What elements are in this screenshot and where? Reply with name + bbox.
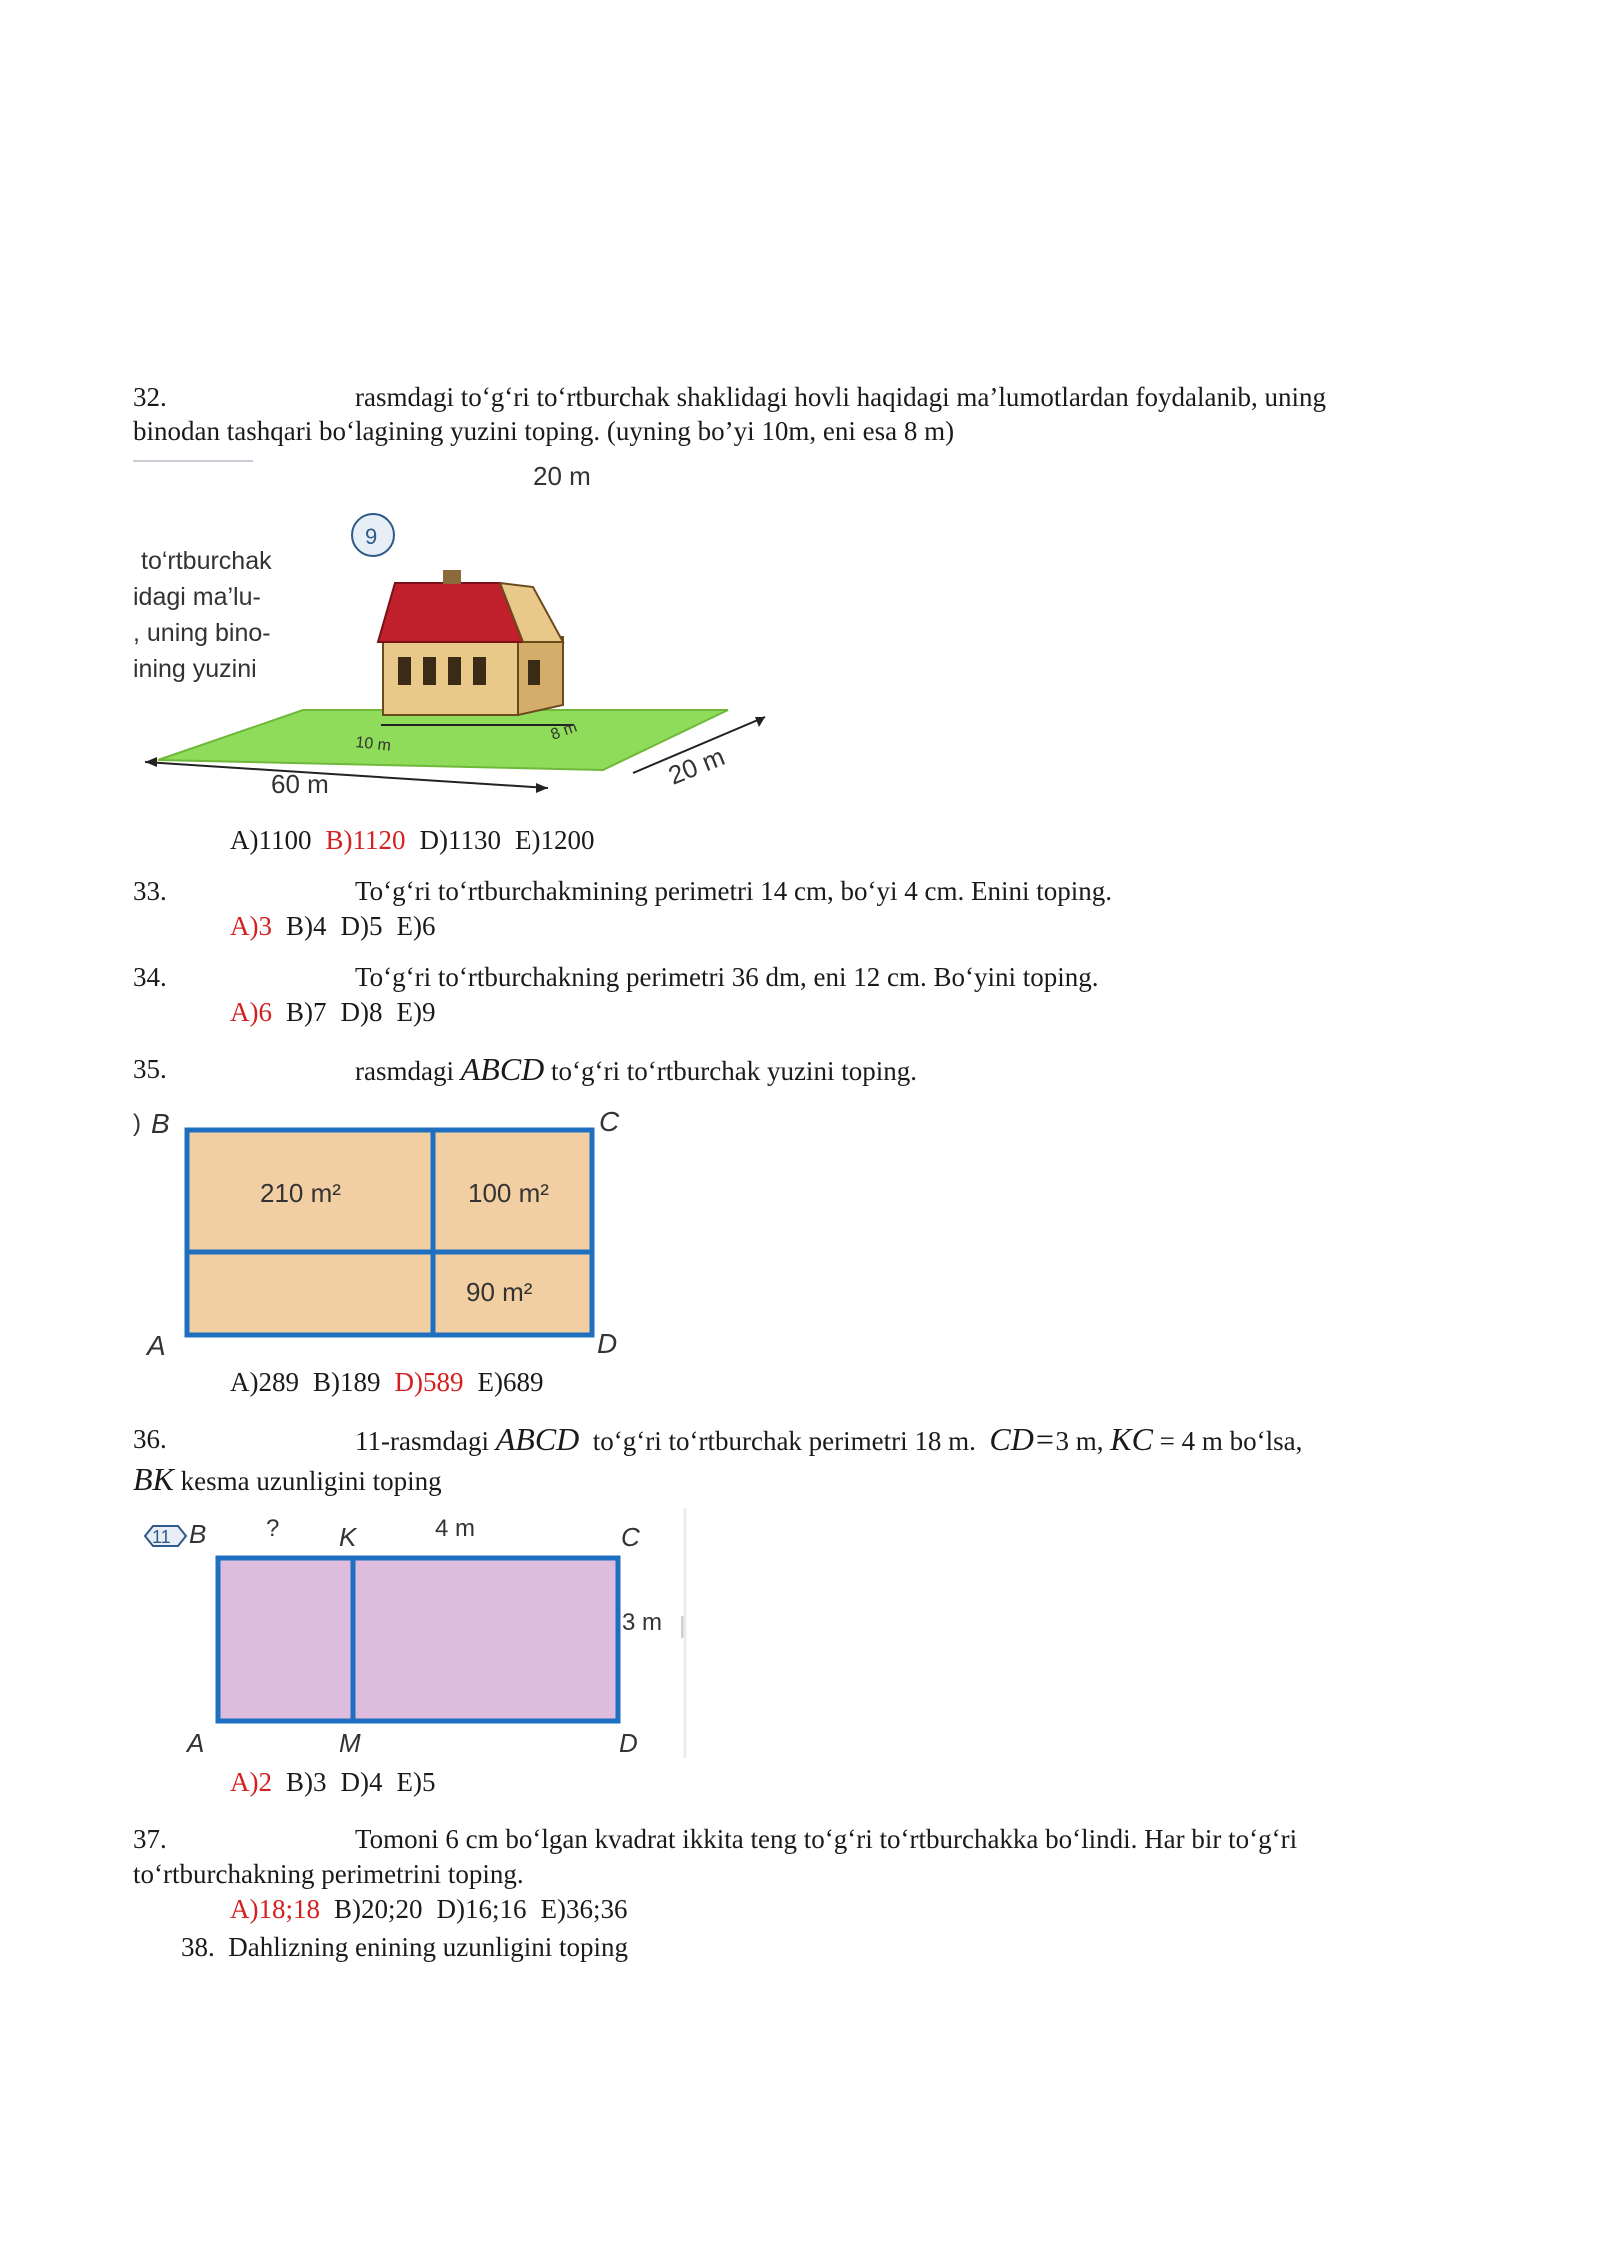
cd-length-label: 3 m bbox=[622, 1609, 663, 1636]
question-32-text-line2: binodan tashqari bo‘lagining yuzini toping. (uyning bo’yi 10m, eni esa 8 m) bbox=[133, 416, 955, 446]
option-e[interactable]: E)36;36 bbox=[540, 1894, 628, 1924]
figure-badge-number: 9 bbox=[365, 524, 378, 549]
question-37-options bbox=[230, 1892, 642, 1926]
question-34-text: To‘g‘ri to‘rtburchakning perimetri 36 dm, eni 12 cm. Bo‘yini toping. bbox=[355, 962, 1099, 992]
question-34-options bbox=[230, 995, 449, 1029]
area-100-label: 100 m² bbox=[468, 1178, 549, 1208]
abcd-area-figure bbox=[133, 1095, 653, 1365]
question-33-number: 33. bbox=[133, 876, 167, 906]
vertex-a-label: A bbox=[147, 1330, 166, 1361]
question-37-number: 37. bbox=[133, 1824, 167, 1854]
option-a[interactable]: A)1100 bbox=[230, 825, 312, 855]
question-38-text: Dahlizning enining uzunligini toping bbox=[228, 1932, 628, 1962]
vertex-b-label: B bbox=[189, 1519, 207, 1549]
house-length-label: 10 m bbox=[354, 734, 392, 755]
question-35-options bbox=[230, 1365, 557, 1399]
option-a-correct[interactable]: A)6 bbox=[230, 997, 272, 1027]
question-32-options bbox=[230, 823, 608, 857]
yard-length-label: 60 m bbox=[271, 769, 329, 799]
kc-length-label: 4 m bbox=[435, 1515, 476, 1542]
question-33-text: To‘g‘ri to‘rtburchakmining perimetri 14 cm, bo‘yi 4 cm. Enini toping. bbox=[355, 876, 1112, 906]
option-b[interactable]: B)20;20 bbox=[334, 1894, 423, 1924]
question-36-text-line1: 11-rasmdagi ABCD to‘g‘ri to‘rtburchak perimetri 18 m. CD=3 m, KC = 4 m bo‘lsa, bbox=[355, 1421, 1303, 1457]
house-width-label: 8 m bbox=[548, 718, 580, 744]
area-90-label: 90 m² bbox=[466, 1277, 533, 1307]
yard-icon bbox=[158, 710, 728, 770]
option-e[interactable]: E)689 bbox=[477, 1367, 544, 1397]
option-b[interactable]: B)7 bbox=[286, 997, 327, 1027]
top-dimension-label: 20 m bbox=[533, 461, 591, 491]
side-text-4: ining yuzini bbox=[133, 655, 257, 683]
question-32-text-line1: rasmdagi to‘g‘ri to‘rtburchak shaklidagi hovli haqidagi ma’lumotlardan foydalanib, uning bbox=[355, 382, 1326, 412]
var-abcd: ABCD bbox=[460, 1051, 545, 1087]
question-32-number: 32. bbox=[133, 382, 167, 412]
question-38 bbox=[181, 1930, 628, 1964]
yard-width-label: 20 m bbox=[664, 741, 729, 791]
question-36-number: 36. bbox=[133, 1424, 167, 1454]
option-b[interactable]: B)189 bbox=[313, 1367, 381, 1397]
vertex-d-label: D bbox=[597, 1328, 618, 1359]
vertex-a-label: A bbox=[187, 1728, 205, 1758]
option-e[interactable]: E)6 bbox=[396, 911, 436, 941]
option-d[interactable]: D)8 bbox=[340, 997, 383, 1027]
question-38-number: 38. bbox=[181, 1932, 215, 1962]
unknown-bk-label: ? bbox=[266, 1515, 280, 1542]
abcd-km-figure bbox=[133, 1508, 713, 1768]
figure-badge: ) bbox=[133, 1110, 141, 1137]
vertex-c-label: C bbox=[599, 1106, 620, 1137]
question-33-options bbox=[230, 909, 449, 943]
question-34-number: 34. bbox=[133, 962, 167, 992]
house-yard-figure bbox=[133, 455, 793, 805]
outer-rectangle bbox=[218, 1558, 618, 1721]
option-d[interactable]: D)5 bbox=[340, 911, 383, 941]
question-35-number: 35. bbox=[133, 1054, 167, 1084]
vertex-d-label: D bbox=[619, 1728, 638, 1758]
question-37-text-line2: to‘rtburchakning perimetrini toping. bbox=[133, 1859, 524, 1889]
vertex-c-label: C bbox=[621, 1522, 640, 1552]
option-e[interactable]: E)1200 bbox=[515, 825, 595, 855]
option-b-correct[interactable]: B)1120 bbox=[325, 825, 406, 855]
question-36-options bbox=[230, 1765, 449, 1799]
point-m-label: M bbox=[339, 1728, 361, 1758]
option-a-correct[interactable]: A)3 bbox=[230, 911, 272, 941]
roof-icon bbox=[378, 583, 523, 642]
side-text-1: to‘rtburchak bbox=[141, 547, 272, 575]
option-d[interactable]: D)4 bbox=[340, 1767, 383, 1797]
option-a[interactable]: A)289 bbox=[230, 1367, 299, 1397]
area-210-label: 210 m² bbox=[260, 1178, 341, 1208]
option-b[interactable]: B)4 bbox=[286, 911, 327, 941]
option-d[interactable]: D)16;16 bbox=[436, 1894, 527, 1924]
vertex-b-label: B bbox=[151, 1108, 170, 1139]
option-e[interactable]: E)5 bbox=[396, 1767, 436, 1797]
question-36-text-line2: BK kesma uzunligini toping bbox=[133, 1461, 442, 1497]
side-text-2: idagi ma’lu- bbox=[133, 583, 261, 611]
figure-badge-number: 11 bbox=[152, 1527, 171, 1547]
side-text-3: , uning bino- bbox=[133, 619, 271, 647]
question-35-text: rasmdagi ABCD to‘g‘ri to‘rtburchak yuzini toping. bbox=[355, 1051, 917, 1087]
option-d-correct[interactable]: D)589 bbox=[394, 1367, 464, 1397]
option-a-correct[interactable]: A)2 bbox=[230, 1767, 272, 1797]
option-d[interactable]: D)1130 bbox=[419, 825, 501, 855]
option-e[interactable]: E)9 bbox=[396, 997, 436, 1027]
point-k-label: K bbox=[339, 1522, 357, 1552]
question-37-text-line1: Tomoni 6 cm bo‘lgan kvadrat ikkita teng to‘g‘ri to‘rtburchakka bo‘lindi. Har bir to‘g‘ri bbox=[355, 1824, 1298, 1854]
option-a-correct[interactable]: A)18;18 bbox=[230, 1894, 320, 1924]
option-b[interactable]: B)3 bbox=[286, 1767, 327, 1797]
